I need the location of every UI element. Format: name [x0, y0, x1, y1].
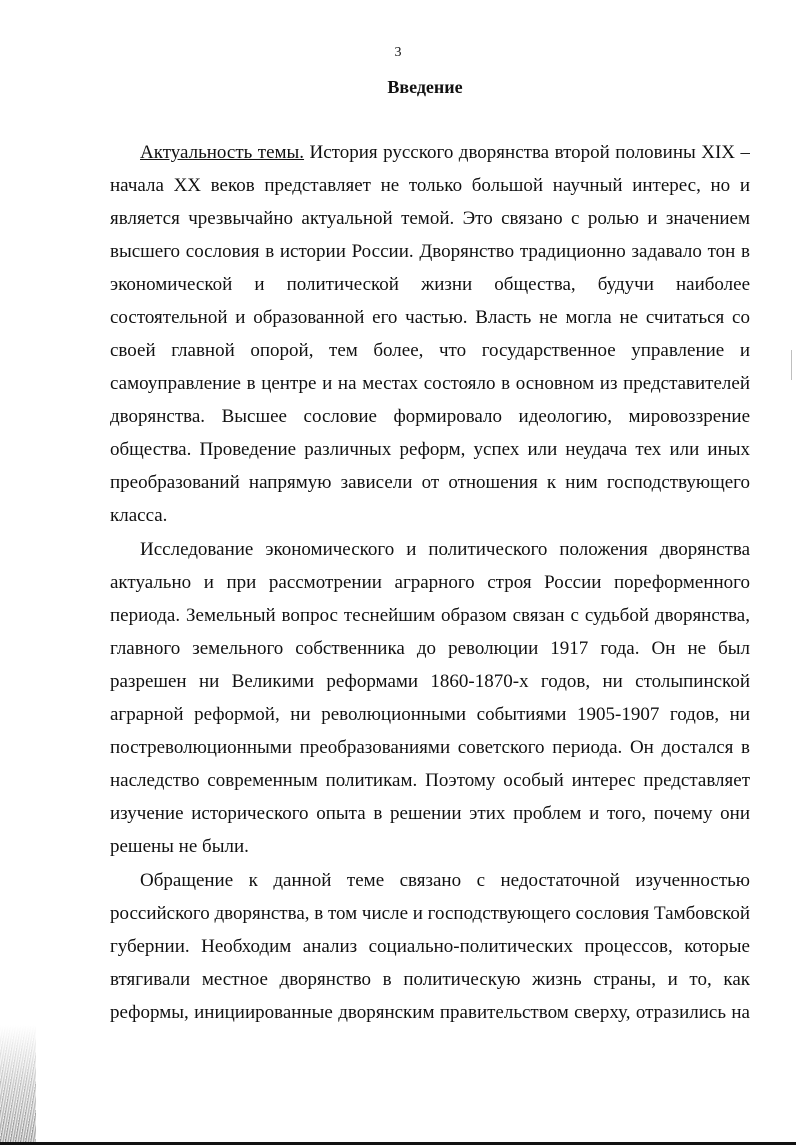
text-line: втягивали местное дворянство в политическую жизнь страны, и то, как	[110, 969, 750, 990]
text-line: состоятельной и образованной его частью. Власть не могла не считаться со	[110, 307, 750, 328]
text-line: самоуправление в центре и на местах состояло в основном из представителей	[110, 373, 750, 394]
section-title: Введение	[387, 77, 463, 97]
text-line: Обращение к данной теме связано с недостаточной изученностью	[140, 870, 750, 891]
text-line: дворянства. Высшее сословие формировало идеологию, мировоззрение	[110, 406, 750, 427]
text-line: разрешен ни Великими реформами 1860-1870-х годов, ни столыпинской	[110, 671, 750, 692]
text-line: изучение исторического опыта в решении этих проблем и того, почему они	[110, 803, 750, 824]
text-line: актуально и при рассмотрении аграрного строя России пореформенного	[110, 572, 750, 593]
text-line: наследство современным политикам. Поэтому особый интерес представляет	[110, 770, 750, 791]
text-line: решены не были.	[110, 836, 249, 857]
text-line	[140, 136, 750, 169]
text-line: губернии. Необходим анализ социально-политических процессов, которые	[110, 936, 750, 957]
page-number: 3	[394, 45, 402, 60]
text-line: экономической и политической жизни общества, будучи наиболее	[110, 274, 750, 295]
text-line: российского дворянства, в том числе и господствующего сословия Тамбовской	[110, 903, 750, 924]
text-line: общества. Проведение различных реформ, успех или неудача тех или иных	[110, 439, 750, 460]
text-line: главного земельного собственника до революции 1917 года. Он не был	[110, 638, 750, 659]
keyword-topic-relevance: Актуальность темы.	[140, 142, 305, 163]
text-line: является чрезвычайно актуальной темой. Это связано с ролью и значением	[110, 208, 750, 229]
scan-speck	[791, 350, 792, 380]
text-line: реформы, инициированные дворянским правительством сверху, отразились на	[110, 1002, 750, 1023]
text-line: преобразований напрямую зависели от отношения к ним господствующего	[110, 472, 750, 493]
text-line: высшего сословия в истории России. Дворянство традиционно задавало тон в	[110, 241, 750, 262]
text-line: своей главной опорой, тем более, что государственное управление и	[110, 340, 750, 361]
text-line: Исследование экономического и политического положения дворянства	[140, 539, 750, 560]
text-line: начала XX веков представляет не только большой научный интерес, но и	[110, 175, 750, 196]
text-line: периода. Земельный вопрос теснейшим образом связан с судьбой дворянства,	[110, 605, 750, 626]
text-line: постреволюционными преобразованиями советского периода. Он достался в	[110, 737, 750, 758]
text-line: аграрной реформой, ни революционными событиями 1905-1907 годов, ни	[110, 704, 750, 725]
text-fragment: История русского дворянства второй половины XIX –	[304, 142, 750, 163]
scan-edge-artifact	[0, 1025, 36, 1145]
text-line: класса.	[110, 505, 168, 526]
